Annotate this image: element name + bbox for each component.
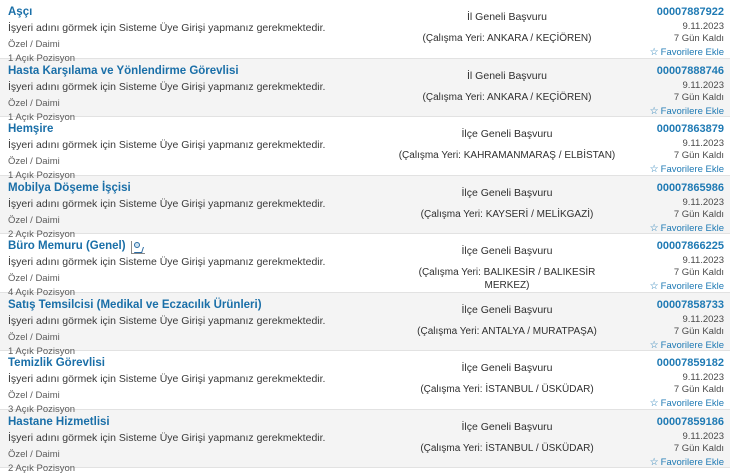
work-type-label: Özel / Daimi bbox=[8, 331, 60, 343]
days-remaining: 7 Gün Kaldı bbox=[673, 384, 724, 395]
ad-number[interactable]: 00007887922 bbox=[656, 6, 724, 18]
application-scope-column bbox=[392, 0, 622, 58]
job-title-row bbox=[8, 298, 384, 315]
job-title-link[interactable]: Temizlik Görevlisi bbox=[8, 357, 105, 369]
job-listing-row[interactable] bbox=[0, 351, 730, 415]
job-info-column bbox=[0, 59, 392, 123]
login-required-note: İşyeri adını görmek için Sisteme Üye Girişi yapmanız gerekmektedir. bbox=[8, 431, 326, 444]
job-listing-row[interactable] bbox=[0, 59, 730, 123]
job-info-column bbox=[0, 176, 392, 240]
open-positions-label: 1 Açık Pozisyon bbox=[8, 53, 76, 64]
job-info-column bbox=[0, 410, 392, 474]
application-scope-label: İlçe Geneli Başvuru bbox=[461, 128, 553, 140]
work-type-label: Özel / Daimi bbox=[8, 214, 60, 226]
job-title-link[interactable]: Hasta Karşılama ve Yönlendirme Görevlisi bbox=[8, 64, 239, 77]
work-type-label: Özel / Daimi bbox=[8, 448, 60, 460]
job-meta-column bbox=[622, 351, 730, 409]
add-to-favorites-label: Favorilere Ekle bbox=[660, 105, 724, 117]
days-remaining: 7 Gün Kaldı bbox=[673, 33, 724, 44]
add-to-favorites-label: Favorilere Ekle bbox=[660, 339, 724, 351]
job-listing-row[interactable] bbox=[0, 0, 730, 64]
add-to-favorites-button[interactable] bbox=[650, 340, 724, 352]
work-type-label: Özel / Daimi bbox=[8, 390, 60, 401]
job-meta-column bbox=[622, 410, 730, 468]
ad-date: 9.11.2023 bbox=[682, 79, 724, 91]
star-icon: ☆ bbox=[649, 398, 659, 409]
job-listing-row[interactable] bbox=[0, 176, 730, 240]
job-title-row bbox=[8, 239, 384, 256]
star-icon: ☆ bbox=[649, 47, 659, 58]
job-info-column bbox=[0, 351, 392, 415]
disabled-accessibility-icon bbox=[131, 241, 145, 254]
days-remaining: 7 Gün Kaldı bbox=[673, 91, 724, 103]
job-title-row bbox=[8, 5, 384, 22]
application-scope-column bbox=[392, 234, 622, 292]
work-location-label: (Çalışma Yeri: ANKARA / KEÇİÖREN) bbox=[422, 91, 592, 103]
application-scope-column bbox=[392, 176, 622, 234]
add-to-favorites-label: Favorilere Ekle bbox=[660, 281, 724, 292]
job-info-column bbox=[0, 293, 392, 357]
login-required-note: İşyeri adını görmek için Sisteme Üye Girişi yapmanız gerekmektedir. bbox=[8, 373, 326, 385]
add-to-favorites-button[interactable] bbox=[650, 106, 724, 118]
ad-date: 9.11.2023 bbox=[682, 196, 724, 208]
add-to-favorites-button[interactable] bbox=[650, 281, 724, 293]
ad-date: 9.11.2023 bbox=[682, 372, 724, 383]
add-to-favorites-label: Favorilere Ekle bbox=[660, 398, 724, 409]
star-icon: ☆ bbox=[649, 105, 659, 117]
job-title-link[interactable]: Büro Memuru (Genel) bbox=[8, 240, 126, 252]
job-title-row bbox=[8, 356, 384, 373]
add-to-favorites-label: Favorilere Ekle bbox=[660, 456, 724, 468]
job-info-column bbox=[0, 117, 392, 181]
job-title-link[interactable]: Aşçı bbox=[8, 6, 33, 18]
days-remaining: 7 Gün Kaldı bbox=[673, 208, 724, 220]
work-type-label: Özel / Daimi bbox=[8, 273, 60, 284]
job-listing-row[interactable] bbox=[0, 234, 730, 298]
ad-number[interactable]: 00007888746 bbox=[656, 64, 724, 77]
work-location-label: (Çalışma Yeri: BALIKESİR / BALIKESİR MERKEZ) bbox=[418, 267, 596, 291]
work-location-label: (Çalışma Yeri: İSTANBUL / ÜSKÜDAR) bbox=[420, 442, 594, 454]
job-title-row bbox=[8, 181, 384, 198]
job-listing-row[interactable] bbox=[0, 293, 730, 357]
job-meta-column bbox=[622, 234, 730, 292]
job-title-row bbox=[8, 64, 384, 81]
application-scope-column bbox=[392, 117, 622, 175]
open-positions-label: 1 Açık Pozisyon bbox=[8, 170, 76, 181]
job-title-row bbox=[8, 122, 384, 139]
job-meta-column bbox=[622, 59, 730, 117]
job-title-link[interactable]: Mobilya Döşeme İşçisi bbox=[8, 181, 131, 194]
login-required-note: İşyeri adını görmek için Sisteme Üye Girişi yapmanız gerekmektedir. bbox=[8, 139, 326, 151]
add-to-favorites-button[interactable] bbox=[650, 47, 724, 59]
ad-date: 9.11.2023 bbox=[682, 138, 724, 149]
ad-number[interactable]: 00007866225 bbox=[656, 240, 724, 252]
job-listing-row[interactable] bbox=[0, 410, 730, 474]
add-to-favorites-label: Favorilere Ekle bbox=[660, 164, 724, 175]
work-type-label: Özel / Daimi bbox=[8, 156, 60, 167]
open-positions-label: 2 Açık Pozisyon bbox=[8, 462, 76, 474]
work-type-label: Özel / Daimi bbox=[8, 39, 60, 50]
add-to-favorites-button[interactable] bbox=[650, 223, 724, 235]
add-to-favorites-label: Favorilere Ekle bbox=[660, 222, 724, 234]
job-listing-row[interactable] bbox=[0, 117, 730, 181]
ad-date: 9.11.2023 bbox=[682, 430, 724, 442]
ad-date: 9.11.2023 bbox=[682, 313, 724, 325]
open-positions-label: 1 Açık Pozisyon bbox=[8, 345, 76, 357]
ad-date: 9.11.2023 bbox=[682, 21, 724, 32]
days-remaining: 7 Gün Kaldı bbox=[673, 325, 724, 337]
ad-number[interactable]: 00007865986 bbox=[656, 181, 724, 194]
star-icon: ☆ bbox=[649, 164, 659, 175]
star-icon: ☆ bbox=[649, 456, 659, 468]
job-meta-column bbox=[622, 176, 730, 234]
work-location-label: (Çalışma Yeri: KAYSERİ / MELİKGAZİ) bbox=[420, 208, 594, 220]
add-to-favorites-button[interactable] bbox=[650, 164, 724, 176]
application-scope-label: İl Geneli Başvuru bbox=[467, 11, 547, 23]
job-title-link[interactable]: Satış Temsilcisi (Medikal ve Eczacılık Ürünleri) bbox=[8, 298, 262, 311]
work-location-label: (Çalışma Yeri: KAHRAMANMARAŞ / ELBİSTAN) bbox=[398, 150, 616, 161]
work-location-label: (Çalışma Yeri: ANTALYA / MURATPAŞA) bbox=[417, 325, 597, 337]
application-scope-label: İlçe Geneli Başvuru bbox=[461, 186, 553, 199]
login-required-note: İşyeri adını görmek için Sisteme Üye Girişi yapmanız gerekmektedir. bbox=[8, 22, 326, 34]
star-icon: ☆ bbox=[649, 281, 659, 292]
application-scope-label: İlçe Geneli Başvuru bbox=[461, 245, 553, 257]
ad-number[interactable]: 00007859182 bbox=[656, 357, 724, 369]
job-meta-column bbox=[622, 0, 730, 58]
star-icon: ☆ bbox=[649, 222, 659, 234]
job-info-column bbox=[0, 0, 392, 64]
application-scope-label: İlçe Geneli Başvuru bbox=[461, 420, 553, 433]
job-title-link[interactable]: Hastane Hizmetlisi bbox=[8, 415, 110, 428]
open-positions-label: 2 Açık Pozisyon bbox=[8, 228, 76, 240]
job-title-link[interactable]: Hemşire bbox=[8, 123, 54, 135]
application-scope-column bbox=[392, 293, 622, 351]
ad-date: 9.11.2023 bbox=[682, 255, 724, 266]
add-to-favorites-button[interactable] bbox=[650, 398, 724, 410]
application-scope-column bbox=[392, 351, 622, 409]
work-location-label: (Çalışma Yeri: İSTANBUL / ÜSKÜDAR) bbox=[420, 384, 594, 395]
ad-number[interactable]: 00007863879 bbox=[656, 123, 724, 135]
job-meta-column bbox=[622, 293, 730, 351]
days-remaining: 7 Gün Kaldı bbox=[673, 267, 724, 278]
application-scope-label: İlçe Geneli Başvuru bbox=[461, 362, 553, 374]
star-icon: ☆ bbox=[649, 339, 659, 351]
login-required-note: İşyeri adını görmek için Sisteme Üye Girişi yapmanız gerekmektedir. bbox=[8, 314, 326, 327]
login-required-note: İşyeri adını görmek için Sisteme Üye Girişi yapmanız gerekmektedir. bbox=[8, 256, 326, 268]
login-required-note: İşyeri adını görmek için Sisteme Üye Girişi yapmanız gerekmektedir. bbox=[8, 197, 326, 210]
ad-number[interactable]: 00007859186 bbox=[656, 415, 724, 428]
application-scope-column bbox=[392, 59, 622, 117]
application-scope-label: İl Geneli Başvuru bbox=[467, 69, 547, 82]
open-positions-label: 3 Açık Pozisyon bbox=[8, 404, 76, 415]
add-to-favorites-label: Favorilere Ekle bbox=[660, 47, 724, 58]
application-scope-column bbox=[392, 410, 622, 468]
login-required-note: İşyeri adını görmek için Sisteme Üye Girişi yapmanız gerekmektedir. bbox=[8, 80, 326, 93]
days-remaining: 7 Gün Kaldı bbox=[673, 442, 724, 454]
work-type-label: Özel / Daimi bbox=[8, 97, 60, 109]
work-location-label: (Çalışma Yeri: ANKARA / KEÇİÖREN) bbox=[422, 33, 592, 44]
open-positions-label: 4 Açık Pozisyon bbox=[8, 287, 76, 298]
job-title-row bbox=[8, 415, 384, 432]
open-positions-label: 1 Açık Pozisyon bbox=[8, 111, 76, 123]
days-remaining: 7 Gün Kaldı bbox=[673, 150, 724, 161]
application-scope-label: İlçe Geneli Başvuru bbox=[461, 303, 553, 316]
job-meta-column bbox=[622, 117, 730, 175]
job-info-column bbox=[0, 234, 392, 298]
add-to-favorites-button[interactable] bbox=[650, 457, 724, 469]
ad-number[interactable]: 00007858733 bbox=[656, 298, 724, 311]
